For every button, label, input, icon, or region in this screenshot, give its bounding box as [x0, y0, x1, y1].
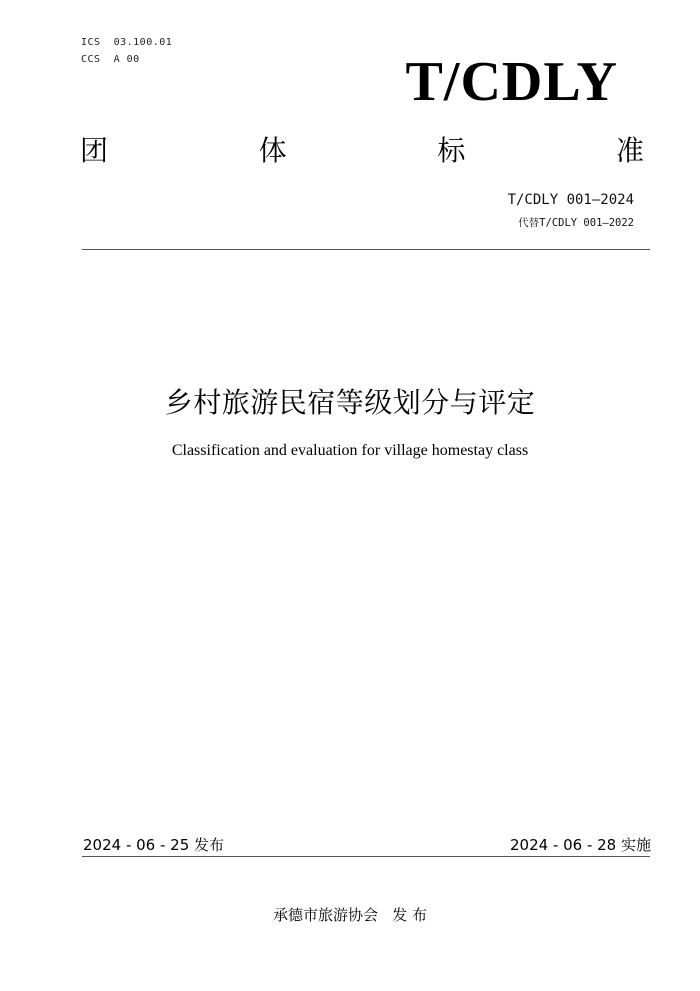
implementation-date: 2024 - 06 - 28 实施: [509, 836, 651, 854]
standard-type-heading: [80, 134, 644, 167]
organization-code: T/CDLY: [405, 51, 618, 113]
ccs-code: CCS A 00: [81, 54, 140, 65]
standard-number: T/CDLY 001—2024: [507, 192, 634, 208]
document-title-english: Classification and evaluation for village homestay class: [171, 442, 529, 459]
document-title-chinese: 乡村旅游民宿等级划分与评定: [164, 386, 536, 419]
replaced-standard: 代替T/CDLY 001—2022: [518, 217, 634, 229]
issuing-organization: 承德市旅游协会 发 布: [272, 906, 428, 924]
publish-date: 2024 - 06 - 25 发布: [83, 836, 225, 854]
header-divider: [82, 249, 650, 250]
ics-code: ICS 03.100.01: [81, 37, 173, 48]
standard-type-char: 准: [615, 134, 644, 167]
standard-type-char: 体: [258, 134, 287, 167]
standard-type-char: 团: [80, 134, 109, 167]
standard-type-char: 标: [437, 134, 466, 167]
footer-divider: [82, 856, 650, 857]
